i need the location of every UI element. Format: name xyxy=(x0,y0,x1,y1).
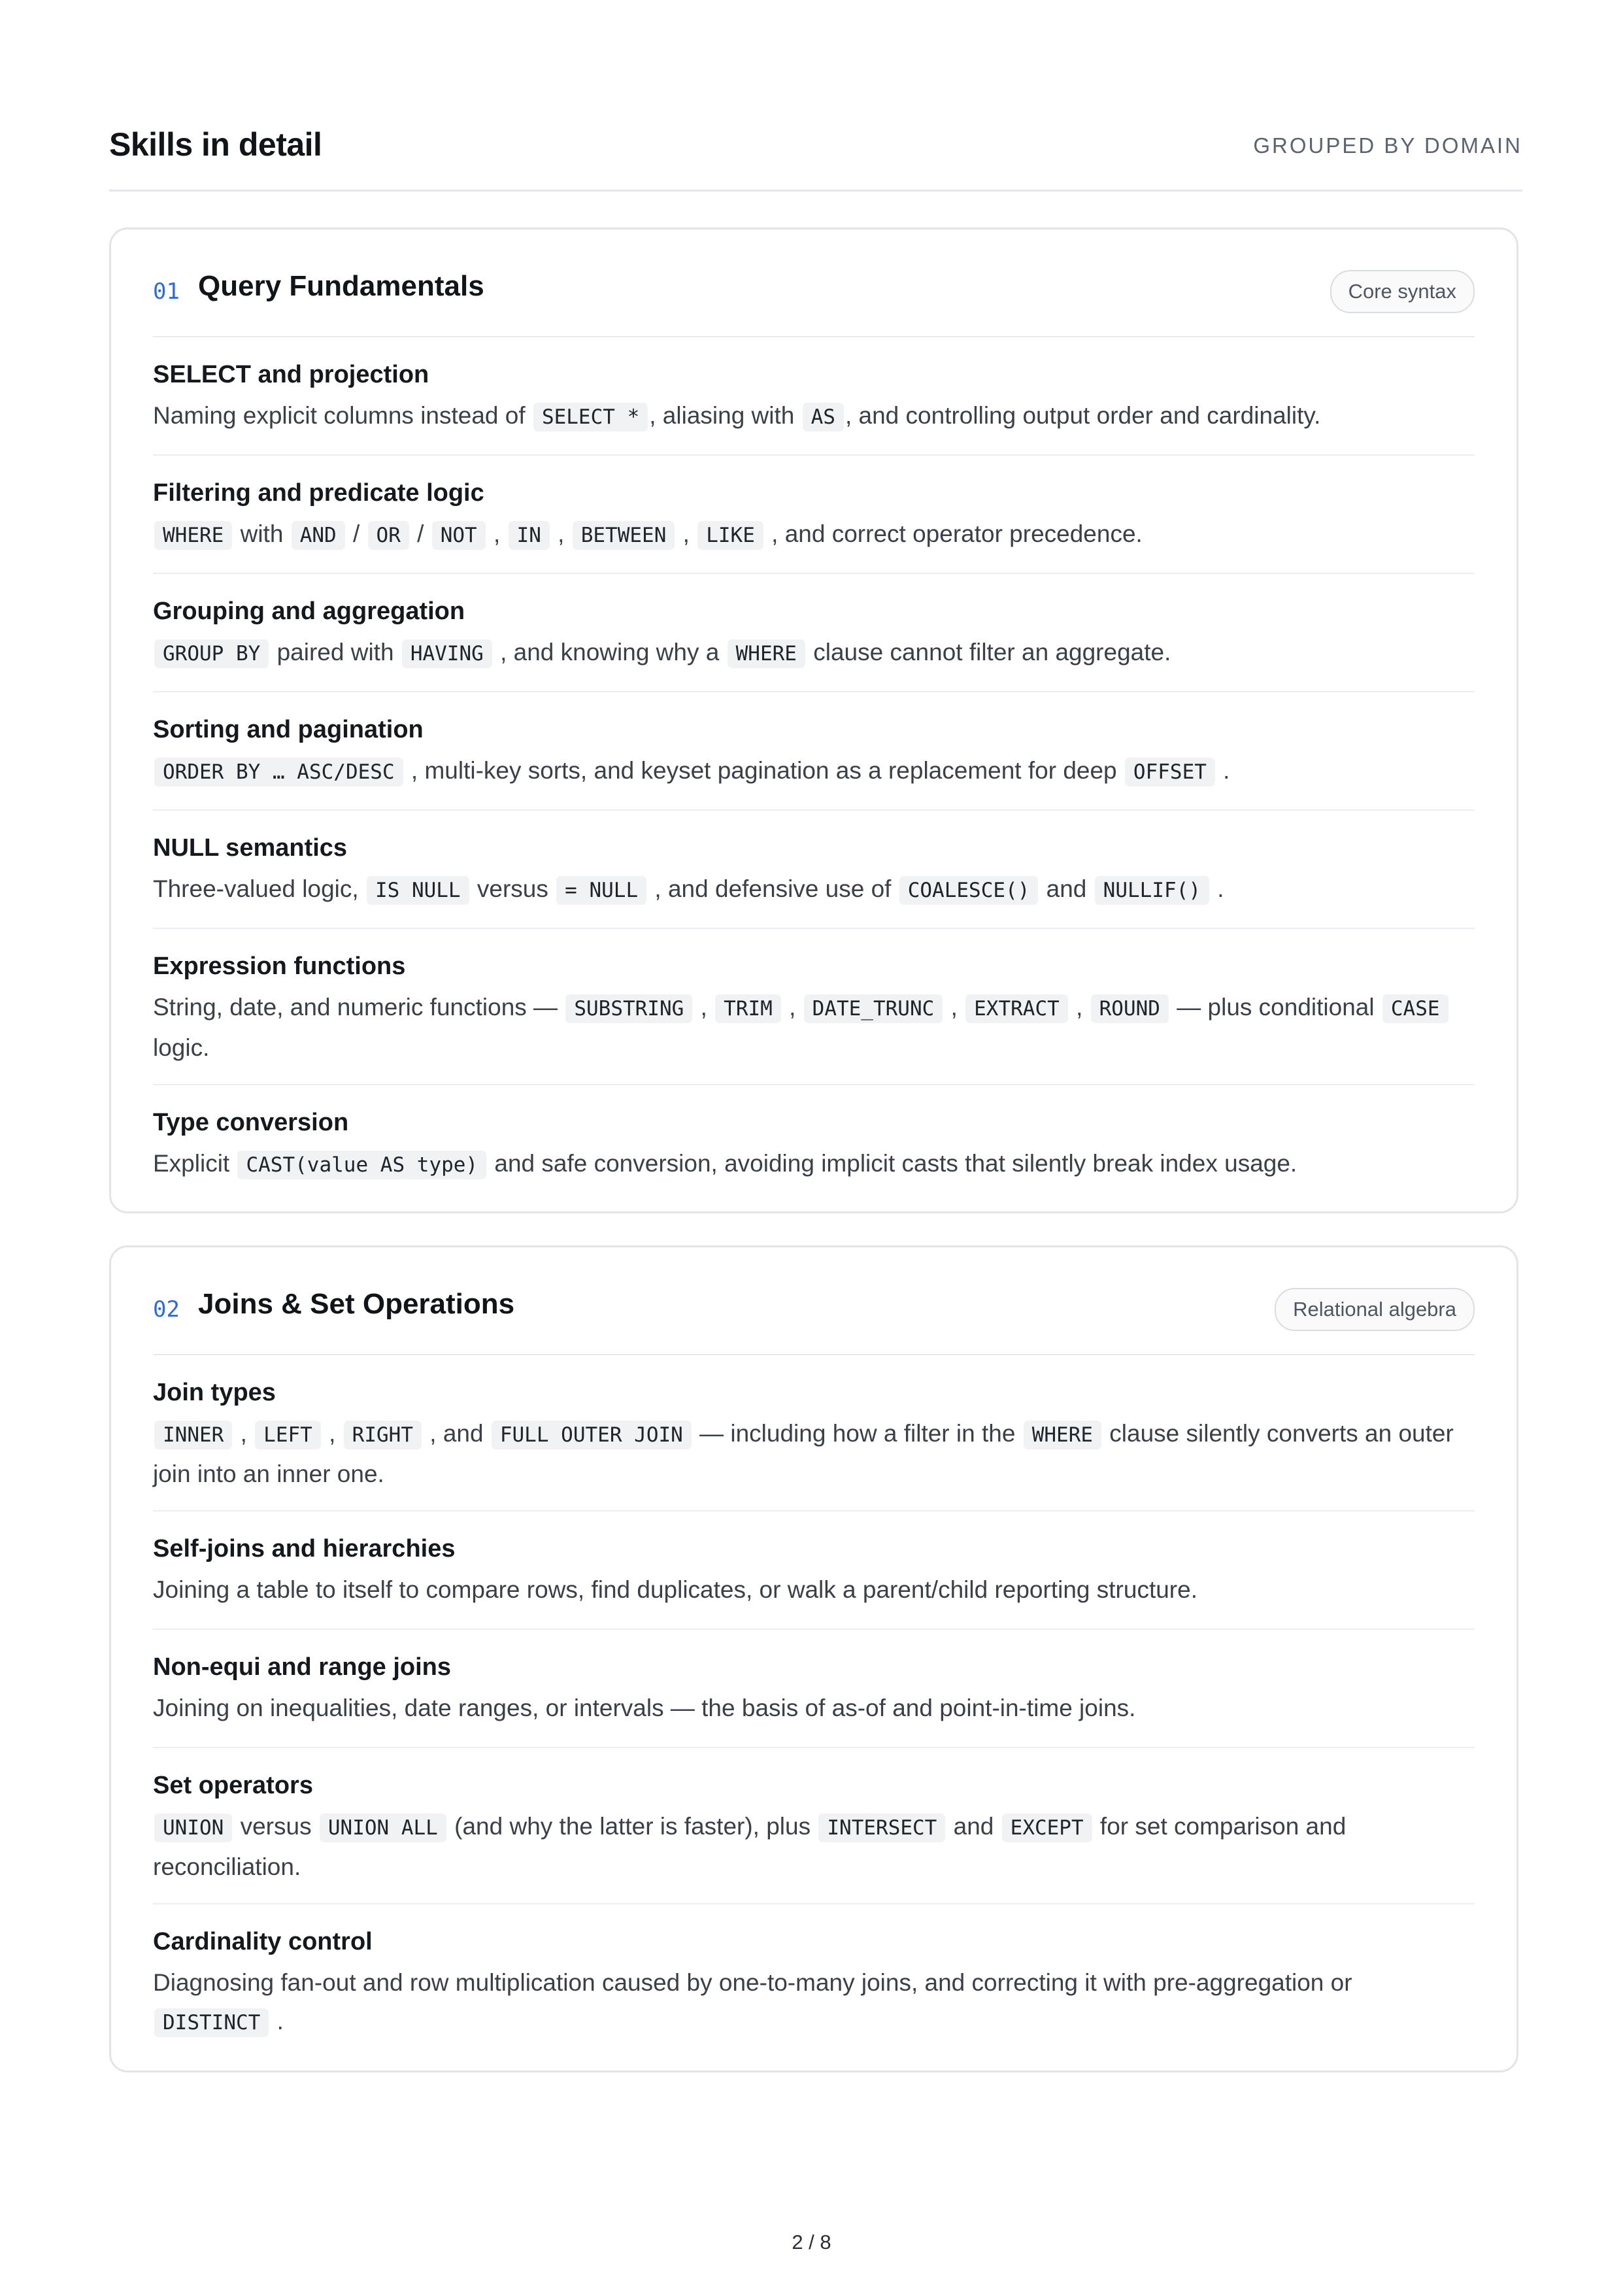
description-text: and safe conversion, avoiding implicit casts that silently break index usage. xyxy=(488,1150,1297,1177)
inline-code: NULLIF() xyxy=(1095,876,1209,905)
description-text: , xyxy=(1069,994,1090,1021)
description-text: , xyxy=(782,994,803,1021)
inline-code: DISTINCT xyxy=(154,2008,269,2037)
section-number: 01 xyxy=(153,279,180,305)
page-subtitle: GROUPED BY DOMAIN xyxy=(1253,133,1522,158)
inline-code: FULL OUTER JOIN xyxy=(492,1421,692,1449)
description-text: , and controlling output order and cardinality. xyxy=(845,402,1321,429)
inline-code: ORDER BY … ASC/DESC xyxy=(154,758,403,786)
skill-description xyxy=(153,1144,1475,1185)
section-card-query-fundamentals xyxy=(109,228,1518,1213)
inline-code: ROUND xyxy=(1091,994,1169,1023)
description-text: and xyxy=(1039,875,1094,902)
skill-title: Set operators xyxy=(153,1772,313,1799)
skill-description xyxy=(153,1414,1475,1493)
skill-title: Filtering and predicate logic xyxy=(153,479,484,507)
inline-code: COALESCE() xyxy=(899,876,1039,905)
inline-code: AND xyxy=(292,521,345,550)
description-text: , and knowing why a xyxy=(493,639,726,666)
skill-title: Grouping and aggregation xyxy=(153,598,465,625)
description-text: Joining on inequalities, date ranges, or intervals — the basis of as-of and point-in-time joins. xyxy=(153,1695,1136,1721)
inline-code: RIGHT xyxy=(344,1421,422,1449)
inline-code: INTERSECT xyxy=(818,1814,945,1842)
description-text: with xyxy=(233,520,290,547)
skill-title: Join types xyxy=(153,1379,276,1406)
inline-code: TRIM xyxy=(715,994,781,1023)
skill-description xyxy=(153,869,1475,910)
skill-title: Expression functions xyxy=(153,953,406,980)
description-text: / xyxy=(346,520,367,547)
section-title: Joins & Set Operations xyxy=(198,1288,515,1320)
description-text: and xyxy=(946,1813,1001,1840)
skill-title: Non-equi and range joins xyxy=(153,1653,452,1681)
description-text: , and correct operator precedence. xyxy=(764,520,1143,547)
section-card-joins-set-operations xyxy=(109,1245,1518,2072)
description-text: Explicit xyxy=(153,1150,237,1177)
description-text: Diagnosing fan-out and row multiplication caused by one-to-many joins, and correcting it with pre-aggregation or xyxy=(153,1969,1352,1996)
description-text: , xyxy=(694,994,714,1021)
inline-code: UNION xyxy=(154,1814,232,1842)
inline-code: = NULL xyxy=(556,876,646,905)
skill-item xyxy=(153,692,1475,811)
description-text: , xyxy=(550,520,571,547)
description-text: , xyxy=(233,1420,254,1447)
skill-description xyxy=(153,1963,1475,2042)
skill-item xyxy=(153,1355,1475,1511)
skill-description xyxy=(153,751,1475,792)
skill-description xyxy=(153,515,1475,555)
section-tag: Relational algebra xyxy=(1275,1288,1475,1331)
section-header xyxy=(153,229,1475,337)
description-text: clause silently converts an outer join into an inner one. xyxy=(153,1420,1454,1487)
page-header xyxy=(109,118,1522,192)
inline-code: BETWEEN xyxy=(573,521,675,550)
description-text: / xyxy=(410,520,431,547)
inline-code: SELECT * xyxy=(533,403,648,431)
skill-title: Sorting and pagination xyxy=(153,716,424,743)
description-text: versus xyxy=(470,875,556,902)
description-text: , xyxy=(486,520,507,547)
skill-item xyxy=(153,1511,1475,1630)
description-text: . xyxy=(1216,757,1230,784)
skill-title: Self-joins and hierarchies xyxy=(153,1535,456,1562)
page-title: Skills in detail xyxy=(109,126,322,163)
description-text: . xyxy=(1210,875,1224,902)
inline-code: EXTRACT xyxy=(965,994,1068,1023)
skill-item xyxy=(153,1630,1475,1748)
description-text: . xyxy=(270,2008,284,2034)
inline-code: WHERE xyxy=(154,521,232,550)
description-text: , xyxy=(676,520,697,547)
skill-item xyxy=(153,811,1475,929)
skill-list xyxy=(153,337,1475,1209)
skill-item xyxy=(153,574,1475,692)
inline-code: IS NULL xyxy=(367,876,469,905)
section-header xyxy=(153,1247,1475,1355)
skill-item xyxy=(153,337,1475,456)
inline-code: WHERE xyxy=(1024,1421,1101,1449)
section-title: Query Fundamentals xyxy=(198,270,484,302)
skill-description xyxy=(153,396,1475,437)
description-text: clause cannot filter an aggregate. xyxy=(806,639,1171,666)
inline-code: INNER xyxy=(154,1421,232,1449)
inline-code: IN xyxy=(509,521,550,550)
skill-description xyxy=(153,1807,1475,1886)
skill-item xyxy=(153,1748,1475,1904)
inline-code: DATE_TRUNC xyxy=(804,994,943,1023)
inline-code: AS xyxy=(803,403,844,431)
skill-item xyxy=(153,456,1475,574)
skill-item xyxy=(153,1085,1475,1209)
inline-code: EXCEPT xyxy=(1002,1814,1092,1842)
description-text: String, date, and numeric functions — xyxy=(153,994,565,1021)
description-text: for set comparison and reconciliation. xyxy=(153,1813,1347,1880)
inline-code: LEFT xyxy=(255,1421,321,1449)
description-text: , multi-key sorts, and keyset pagination as a replacement for deep xyxy=(404,757,1124,784)
inline-code: CAST(value AS type) xyxy=(237,1151,486,1179)
skill-item xyxy=(153,1904,1475,2068)
description-text: versus xyxy=(233,1813,318,1840)
skill-title: Type conversion xyxy=(153,1109,349,1136)
inline-code: OFFSET xyxy=(1125,758,1215,786)
skill-title: Cardinality control xyxy=(153,1928,373,1955)
inline-code: WHERE xyxy=(728,639,805,668)
description-text: — plus conditional xyxy=(1169,994,1381,1021)
description-text: , aliasing with xyxy=(649,402,801,429)
description-text: paired with xyxy=(270,639,401,666)
description-text: Joining a table to itself to compare rows, find duplicates, or walk a parent/child reporting structure. xyxy=(153,1576,1197,1603)
page-number: 2 / 8 xyxy=(792,2231,831,2254)
skill-title: NULL semantics xyxy=(153,834,348,862)
description-text: Naming explicit columns instead of xyxy=(153,402,532,429)
skill-list xyxy=(153,1355,1475,2068)
inline-code: HAVING xyxy=(402,639,492,668)
skill-item xyxy=(153,929,1475,1085)
inline-code: OR xyxy=(368,521,409,550)
skill-description xyxy=(153,633,1475,673)
skill-description xyxy=(153,1689,1475,1727)
description-text: Three-valued logic, xyxy=(153,875,365,902)
description-text: (and why the latter is faster), plus xyxy=(447,1813,818,1840)
inline-code: NOT xyxy=(432,521,486,550)
description-text: , and defensive use of xyxy=(648,875,898,902)
inline-code: UNION ALL xyxy=(320,1814,446,1842)
skill-description xyxy=(153,988,1475,1067)
inline-code: LIKE xyxy=(697,521,763,550)
skill-description xyxy=(153,1570,1475,1609)
inline-code: SUBSTRING xyxy=(565,994,692,1023)
section-number: 02 xyxy=(153,1296,180,1323)
description-text: logic. xyxy=(153,1034,210,1061)
description-text: , and xyxy=(423,1420,490,1447)
description-text: , xyxy=(322,1420,343,1447)
skill-title: SELECT and projection xyxy=(153,361,429,388)
section-tag: Core syntax xyxy=(1330,270,1475,313)
inline-code: GROUP BY xyxy=(154,639,269,668)
description-text: , xyxy=(944,994,965,1021)
description-text: — including how a filter in the xyxy=(692,1420,1022,1447)
inline-code: CASE xyxy=(1382,994,1448,1023)
